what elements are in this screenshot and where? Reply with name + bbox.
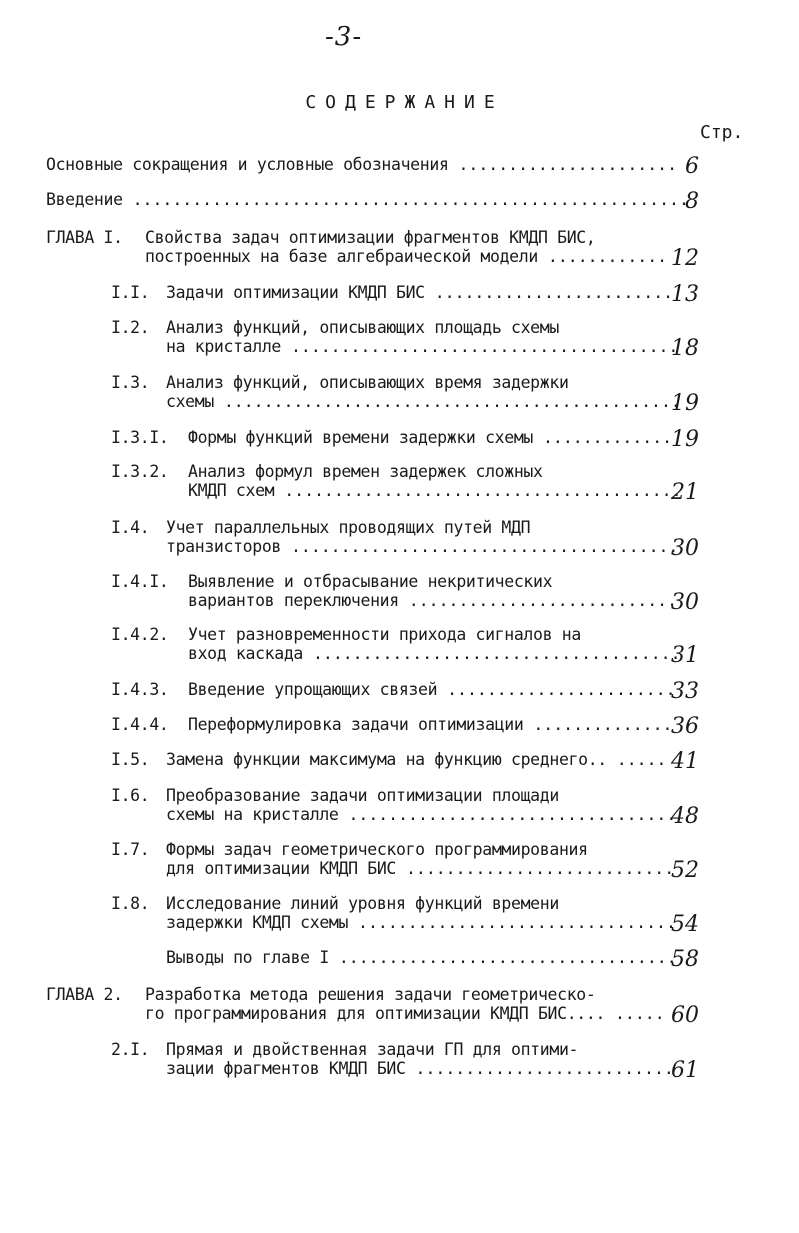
toc-entry-number: I.8.: [111, 894, 150, 913]
toc-entry-page: 54: [671, 912, 699, 937]
toc-entry-text: Переформулировка задачи оптимизации: [188, 715, 524, 734]
toc-entry: [0, 840, 699, 883]
toc-entry-page: 61: [671, 1058, 699, 1083]
toc-entry-page: 31: [671, 643, 699, 668]
toc-entry: [0, 282, 699, 307]
dot-leader: ...........................: [398, 591, 678, 610]
toc-entry-page: 41: [671, 749, 699, 774]
toc-entry-number: I.3.I.: [111, 428, 169, 447]
toc-entry-number: I.3.2.: [111, 462, 169, 481]
dot-leader: ..............................................: [213, 392, 681, 411]
dot-leader: .............: [533, 428, 673, 447]
toc-entry-number: I.I.: [111, 283, 150, 302]
toc-entry: [0, 154, 699, 179]
toc-entry-text: зации фрагментов КМДП БИС: [166, 1059, 406, 1078]
toc-entry-number: I.4.3.: [111, 680, 169, 699]
toc-entry-number: 2.I.: [111, 1040, 150, 1059]
toc-entry: [0, 462, 699, 505]
toc-entry-text: вход каскада: [188, 644, 304, 663]
toc-entry-text: Введение упрощающих связей: [188, 680, 438, 699]
toc-entry-number: I.7.: [111, 840, 150, 859]
toc-entry-number: ГЛАВА 2.: [46, 985, 123, 1004]
toc-entry-text: Формы функций времени задержки схемы: [188, 428, 534, 447]
toc-entry-page: 6: [685, 154, 699, 179]
toc-entry-text: Учет параллельных проводящих путей МДП: [166, 518, 531, 537]
toc-entry-page: 21: [671, 480, 699, 505]
dot-leader: ..............: [523, 715, 673, 734]
toc-entry: [0, 189, 699, 214]
toc-entry: [0, 518, 699, 561]
toc-entry: [0, 228, 699, 271]
toc-entry-text: Свойства задач оптимизации фрагментов КМДП БИС,: [145, 228, 596, 247]
page-column-label: Стр.: [700, 122, 744, 143]
dot-leader: .......................: [437, 680, 676, 699]
toc-entry-text: Введение: [46, 190, 123, 209]
dot-leader: .......................................: [281, 337, 679, 356]
toc-entry: [0, 1040, 699, 1083]
toc-entry-page: 33: [671, 679, 699, 704]
toc-entry-text: Исследование линий уровня функций времени: [166, 894, 559, 913]
dot-leader: ..................................: [328, 948, 677, 967]
dot-leader: ........................: [424, 283, 674, 302]
dot-leader: ............: [537, 247, 668, 266]
toc-entry-number: I.5.: [111, 750, 150, 769]
toc-entry-page: 48: [671, 804, 699, 829]
toc-entry: [0, 985, 699, 1028]
toc-entry-text: вариантов переключения: [188, 591, 399, 610]
page-number: -3-: [325, 22, 363, 52]
toc-entry: [0, 373, 699, 416]
toc-entry-text: Разработка метода решения задачи геометрическо-: [145, 985, 596, 1004]
toc-entry-text: Задачи оптимизации КМДП БИС: [166, 283, 425, 302]
toc-entry: [0, 714, 699, 739]
toc-entry-text: схемы на кристалле: [166, 805, 339, 824]
toc-entry-number: I.3.: [111, 373, 150, 392]
toc-entry-number: I.4.I.: [111, 572, 169, 591]
toc-entry-text: схемы: [166, 392, 214, 411]
toc-entry-page: 36: [671, 714, 699, 739]
toc-entry-number: ГЛАВА I.: [46, 228, 123, 247]
toc-entry: [0, 572, 699, 615]
toc-entry-text: на кристалле: [166, 337, 282, 356]
dot-leader: ...........................: [396, 859, 675, 878]
toc-entry-text: Формы задач геометрического программирования: [166, 840, 588, 859]
toc-entry-page: 52: [671, 858, 699, 883]
dot-leader: ................................: [348, 913, 676, 932]
toc-entry: [0, 427, 699, 452]
toc-entry: [0, 786, 699, 829]
toc-entry-text: для оптимизации КМДП БИС: [166, 859, 397, 878]
toc-entry-page: 8: [685, 189, 699, 214]
toc-entry-number: I.6.: [111, 786, 150, 805]
toc-entry-page: 18: [671, 336, 699, 361]
toc-entry: [0, 625, 699, 668]
toc-entry-text: задержки КМДП схемы: [166, 913, 349, 932]
toc-entry-text: Выявление и отбрасывание некритических: [188, 572, 553, 591]
toc-entry-text: Анализ функций, описывающих время задержки: [166, 373, 569, 392]
toc-entry-page: 60: [671, 1003, 699, 1028]
toc-entry-text: Выводы по главе I: [166, 948, 329, 967]
dot-leader: ..........................: [405, 1059, 674, 1078]
toc-entry: [0, 749, 699, 774]
toc-entry-text: Преобразование задачи оптимизации площади: [166, 786, 559, 805]
toc-entry-number: I.4.2.: [111, 625, 169, 644]
toc-entry-page: 12: [671, 246, 699, 271]
page-title: СОДЕРЖАНИЕ: [305, 92, 504, 113]
dot-leader: .....: [605, 1004, 665, 1023]
dot-leader: .......................................: [281, 537, 679, 556]
toc-entry-text: Прямая и двойственная задачи ГП для оптими-: [166, 1040, 579, 1059]
dot-leader: ........................................................: [122, 190, 689, 209]
toc-entry-number: I.2.: [111, 318, 150, 337]
toc-entry-text: транзисторов: [166, 537, 282, 556]
dot-leader: .....................................: [303, 644, 681, 663]
toc-entry: [0, 894, 699, 937]
toc-entry-text: Анализ функций, описывающих площадь схемы: [166, 318, 559, 337]
toc-entry: [0, 679, 699, 704]
toc-entry-number: I.4.4.: [111, 715, 169, 734]
toc-entry-page: 30: [671, 536, 699, 561]
toc-entry: [0, 318, 699, 361]
toc-entry-page: 58: [671, 947, 699, 972]
toc-entry-text: КМДП схем: [188, 481, 275, 500]
toc-entry-text: построенных на базе алгебраической модели: [145, 247, 538, 266]
dot-leader: ........................................: [274, 481, 682, 500]
toc-entry-text: го программирования для оптимизации КМДП БИС....: [145, 1004, 606, 1023]
toc-entry-text: Замена функции максимума на функцию среднего..: [166, 750, 607, 769]
toc-entry-text: Основные сокращения и условные обозначения: [46, 155, 449, 174]
toc-entry: [0, 947, 699, 972]
dot-leader: .....: [606, 750, 667, 769]
toc-entry-text: Анализ формул времен задержек сложных: [188, 462, 543, 481]
toc-entry-number: I.4.: [111, 518, 150, 537]
toc-entry-page: 19: [671, 391, 699, 416]
toc-entry-text: Учет разновременности прихода сигналов на: [188, 625, 581, 644]
toc-entry-page: 19: [671, 427, 699, 452]
toc-entry-page: 30: [671, 590, 699, 615]
dot-leader: .................................: [338, 805, 677, 824]
toc-entry-page: 13: [671, 282, 699, 307]
dot-leader: ......................: [448, 155, 678, 174]
